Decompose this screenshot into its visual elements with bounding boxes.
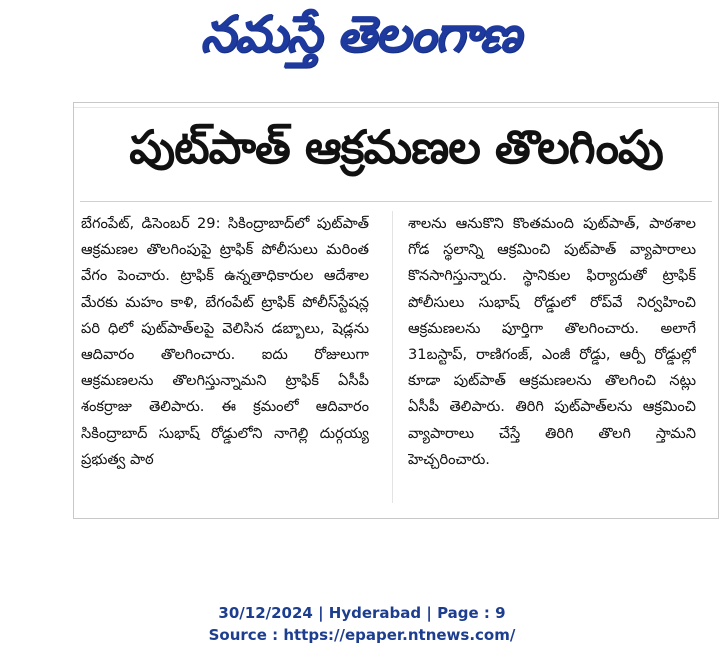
article-headline: పుట్‌పాత్ ఆక్రమణల తొలగింపు <box>129 120 663 174</box>
article-clipping <box>73 102 719 519</box>
headline-divider <box>80 201 712 202</box>
publication-info: 30/12/2024 | Hyderabad | Page : 9 <box>218 604 506 622</box>
article-column-right: శాలను ఆనుకొని కొంతమంది పుట్‌పాత్, పాఠశాల గోడ స్థలాన్ని ఆక్రమించి పుట్‌పాత్ వ్యాపారాలు కొనసాగిస్తున్నారు. స్థానికుల ఫిర్యాదుతో ట్రాఫిక్ పోలీసులు సుభాష్ రోడ్డులో రోప్‌వే నిర్వహించి ఆక్రమణలను పూర్తిగా తొలగించారు. అలాగే 31బస్టాప్, రాణిగంజ్, ఎంజీ రోడ్డు, ఆర్పీ రోడ్డుల్లో కూడా పుట్‌పాత్ ఆక్రమణలను తొలగించి నట్లు ఏసీపీ తెలిపారు. తిరిగి పుట్‌పాత్‌లను ఆక్రమించి వ్యాపారాలు చేస్తే తిరిగి తొలగి స్తామని హెచ్చరించారు. <box>408 215 696 468</box>
source-link[interactable]: Source : https://epaper.ntnews.com/ <box>208 626 516 644</box>
newspaper-masthead: నమస్తే తెలంగాణ <box>200 4 520 63</box>
article-column-left: బేగంపేట్, డిసెంబర్ 29: సికింద్రాబాద్‌లో పుట్‌పాత్ ఆక్రమణల తొలగింపుపై ట్రాఫిక్ పోలీసులు మరింత వేగం పెంచారు. ట్రాఫిక్ ఉన్నతాధికారుల ఆదేశాల మేరకు మహం కాళి, బేగంపేట్ ట్రాఫిక్ పోలీస్‌స్టేషన్ల పరి ధిలో పుట్‌పాత్‌లపై వెలిసిన డబ్బాలు, షెడ్లను ఆదివారం తొలగించారు. ఐదు రోజులుగా ఆక్రమణలను తొలగిస్తున్నామని ట్రాఫిక్ ఏసీపీ శంకర్రాజు తెలిపారు. ఈ క్రమంలో ఆదివారం సికింద్రాబాద్ సుభాష్ రోడ్డులోని నాగెల్లి దుర్గయ్య ప్రభుత్వ పాఠ <box>81 215 369 468</box>
clip-top-border <box>74 103 718 108</box>
column-divider <box>392 211 393 503</box>
